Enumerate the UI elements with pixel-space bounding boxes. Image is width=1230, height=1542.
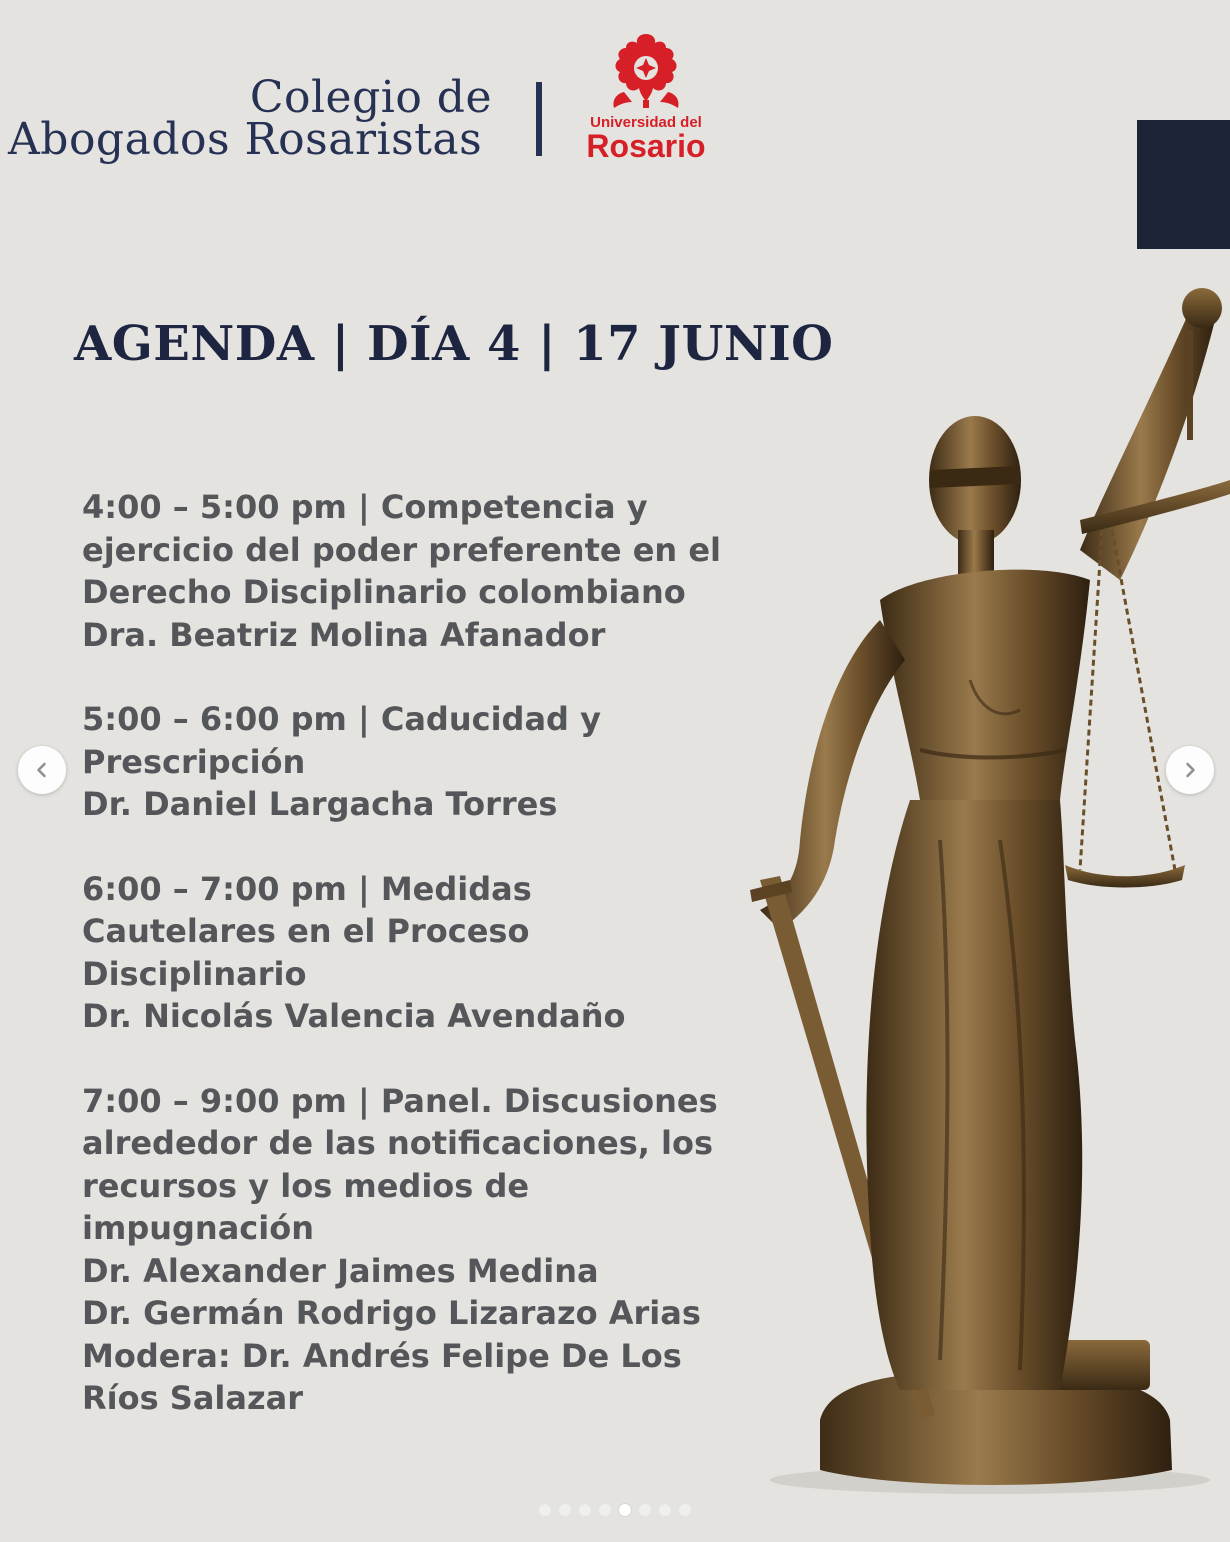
- carousel-prev-button[interactable]: [18, 746, 66, 794]
- session-line: 6:00 – 7:00 pm | Medidas: [82, 869, 532, 908]
- agenda-session: [82, 1080, 742, 1420]
- session-line: Cautelares en el Proceso: [82, 912, 530, 950]
- session-line: Derecho Disciplinario colombiano: [82, 573, 686, 611]
- session-line: Disciplinario: [82, 954, 307, 993]
- session-moderator: Ríos Salazar: [82, 1379, 303, 1417]
- carousel-dot[interactable]: [679, 1504, 691, 1516]
- rosario-logo-small-text: Universidad del: [590, 114, 702, 131]
- agenda-title: AGENDA | DÍA 4 | 17 JUNIO: [74, 316, 834, 372]
- session-speaker: Dr. Daniel Largacha Torres: [82, 785, 558, 823]
- session-line: 4:00 – 5:00 pm | Competencia y: [82, 488, 648, 526]
- rosario-logo-big-text: Rosario: [586, 128, 706, 164]
- colegio-logo: [8, 72, 498, 182]
- session-moderator: Modera: Dr. Andrés Felipe De Los: [82, 1336, 682, 1375]
- agenda-session: [82, 698, 742, 826]
- navy-accent-block: [1137, 120, 1230, 249]
- session-line: recursos y los medios de: [82, 1166, 530, 1205]
- rosario-logo: [584, 30, 708, 170]
- agenda-session: [82, 868, 742, 1038]
- session-line: 5:00 – 6:00 pm | Caducidad y: [82, 700, 601, 738]
- session-speaker: Dr. Germán Rodrigo Lizarazo Arias: [82, 1294, 701, 1332]
- lady-justice-statue-image: [720, 280, 1230, 1500]
- colegio-logo-line2: Abogados Rosaristas: [8, 114, 483, 165]
- carousel-dots: [539, 1504, 691, 1516]
- session-speaker: Dr. Nicolás Valencia Avendaño: [82, 997, 626, 1035]
- carousel-dot[interactable]: [639, 1504, 651, 1516]
- carousel-dot[interactable]: [539, 1504, 551, 1516]
- colegio-logo-line1: Colegio de: [249, 72, 492, 123]
- carousel-dot[interactable]: [659, 1504, 671, 1516]
- chevron-right-icon: [1181, 761, 1199, 779]
- carousel-dot-active[interactable]: [619, 1504, 631, 1516]
- carousel-dot[interactable]: [599, 1504, 611, 1516]
- carousel-dot[interactable]: [579, 1504, 591, 1516]
- carousel-next-button[interactable]: [1166, 746, 1214, 794]
- agenda-list: [82, 486, 742, 1462]
- rosario-emblem-icon: [606, 30, 686, 112]
- session-line: impugnación: [82, 1209, 314, 1247]
- session-line: Prescripción: [82, 742, 306, 781]
- session-speaker: Dr. Alexander Jaimes Medina: [82, 1251, 599, 1290]
- logo-divider: [536, 82, 542, 156]
- session-line: 7:00 – 9:00 pm | Panel. Discusiones: [82, 1081, 718, 1120]
- chevron-left-icon: [33, 761, 51, 779]
- session-line: alrededor de las notificaciones, los: [82, 1124, 714, 1162]
- session-speaker: Dra. Beatriz Molina Afanador: [82, 615, 606, 654]
- agenda-session: [82, 486, 742, 656]
- session-line: ejercicio del poder preferente en el: [82, 530, 722, 569]
- carousel-dot[interactable]: [559, 1504, 571, 1516]
